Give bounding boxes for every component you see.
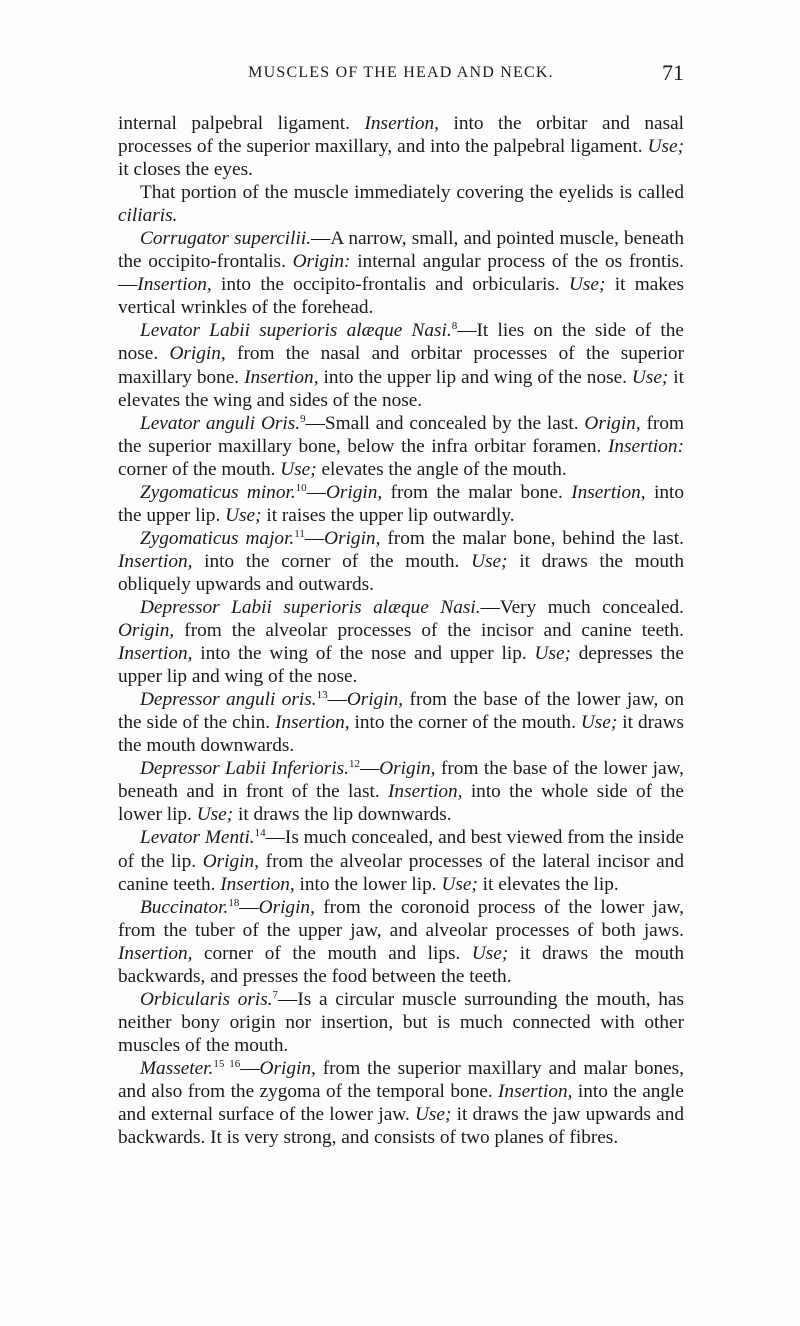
- italic-text: Origin,: [379, 758, 436, 780]
- text-run: into the orbitar and nasal processes of the superior maxillary, and into the palpebral ligament.: [118, 113, 684, 158]
- text-run: from the base of the lower jaw, on the side of the chin.: [118, 689, 684, 734]
- italic-text: Insertion,: [571, 481, 646, 503]
- text-run: —Very much concealed.: [480, 596, 684, 618]
- italic-text: Use;: [414, 1104, 452, 1126]
- italic-text: ciliaris.: [118, 205, 178, 227]
- italic-text: Use;: [647, 136, 684, 158]
- italic-text: Origin,: [202, 850, 259, 872]
- text-run: —: [240, 1057, 260, 1079]
- text-run: internal palpebral ligament.: [118, 113, 365, 134]
- text-run: —: [327, 689, 347, 711]
- paragraph: [118, 527, 684, 596]
- italic-text: Use;: [441, 873, 478, 895]
- italic-text: Origin,: [324, 527, 381, 549]
- text-run: depresses the upper lip and wing of the nose.: [118, 643, 684, 688]
- italic-text: Levator Menti.: [140, 827, 255, 849]
- paragraph: [118, 826, 684, 895]
- paragraph: [118, 688, 684, 757]
- text-run: into the upper lip and wing of the nose.: [318, 366, 632, 388]
- italic-text: Insertion,: [244, 366, 319, 388]
- running-head: MUSCLES OF THE HEAD AND NECK.: [248, 64, 554, 81]
- italic-text: Insertion:: [607, 435, 684, 457]
- text-run: That portion of the muscle immediately covering the eyelids is called: [140, 182, 684, 204]
- paragraph: [118, 112, 684, 181]
- italic-text: Origin,: [259, 1057, 316, 1079]
- italic-text: Zygomaticus minor.: [140, 481, 296, 503]
- text-run: corner of the mouth.: [118, 458, 281, 480]
- text-run: from the nasal and orbitar processes of the superior maxillary bone.: [118, 343, 684, 388]
- italic-text: Use;: [196, 804, 234, 826]
- text-run: into the corner of the mouth.: [349, 712, 581, 734]
- footnote-reference: 14: [254, 827, 266, 840]
- paragraph: [118, 757, 684, 826]
- text-run: —: [304, 527, 325, 549]
- italic-text: Origin,: [169, 343, 226, 365]
- text-run: into the lower lip.: [294, 873, 442, 895]
- paragraph: [118, 319, 684, 411]
- text-run: —It lies on the side of the nose.: [118, 320, 684, 365]
- paragraph: [118, 227, 684, 319]
- italic-text: Depressor Labii superioris alæque Nasi.: [140, 596, 481, 618]
- paragraph: [118, 181, 684, 227]
- text-run: from the alveolar processes of the incisor and canine teeth.: [174, 620, 684, 642]
- text-run: it makes vertical wrinkles of the forehead.: [118, 274, 684, 319]
- italic-text: Origin,: [118, 620, 175, 642]
- italic-text: Insertion,: [137, 274, 212, 296]
- text-run: —: [239, 896, 259, 918]
- italic-text: Insertion,: [275, 712, 350, 734]
- text-run: it elevates the wing and sides of the nose.: [118, 366, 684, 411]
- footnote-reference: 9: [300, 412, 306, 425]
- italic-text: Masseter.: [140, 1057, 214, 1079]
- italic-text: Use;: [580, 712, 618, 734]
- italic-text: Insertion,: [118, 643, 193, 665]
- text-run: —Is a circular muscle surrounding the mouth, has neither bony origin nor insertion, but is much connected with other muscles of the mouth.: [118, 988, 684, 1056]
- text-run: it draws the jaw upwards and backwards. It is very strong, and consists of two planes of fibres.: [118, 1104, 684, 1149]
- text-run: it draws the lip downwards.: [233, 804, 452, 826]
- body-text: [118, 112, 684, 1149]
- text-run: it elevates the lip.: [477, 873, 619, 895]
- italic-text: Use;: [225, 504, 262, 526]
- italic-text: Insertion,: [118, 550, 193, 572]
- italic-text: Use;: [280, 458, 317, 480]
- text-run: into the corner of the mouth.: [192, 550, 472, 572]
- footnote-reference: 8: [451, 320, 458, 333]
- text-run: it draws the mouth backwards, and presses the food between the teeth.: [118, 942, 684, 987]
- footnote-reference: 7: [272, 988, 279, 1001]
- text-run: from the malar bone, behind the last.: [380, 527, 684, 549]
- text-run: —: [359, 758, 380, 780]
- italic-text: Insertion,: [498, 1080, 573, 1102]
- paragraph: [118, 896, 684, 988]
- italic-text: Origin,: [346, 689, 404, 711]
- text-run: into the whole side of the lower lip.: [118, 781, 684, 826]
- paragraph: [118, 1057, 684, 1149]
- text-run: —A narrow, small, and pointed muscle, beneath the occipito-frontalis.: [118, 228, 684, 273]
- text-run: from the malar bone.: [382, 481, 572, 503]
- text-run: elevates the angle of the mouth.: [316, 458, 567, 480]
- paragraph: [118, 988, 684, 1057]
- text-run: from the base of the lower jaw, beneath and in front of the last.: [118, 758, 685, 803]
- text-run: it closes the eyes.: [118, 159, 253, 181]
- text-run: from the coronoid process of the lower jaw, from the tuber of the upper jaw, and alveolar processes of both jaws.: [118, 896, 684, 941]
- italic-text: Depressor anguli oris.: [140, 689, 317, 711]
- page-header: [118, 60, 684, 88]
- text-run: from the superior maxillary and malar bones, and also from the zygoma of the temporal bone.: [118, 1057, 684, 1102]
- text-run: into the angle and external surface of the lower jaw.: [118, 1080, 684, 1126]
- italic-text: Use;: [471, 550, 508, 572]
- italic-text: Insertion,: [220, 873, 295, 895]
- italic-text: Insertion,: [388, 781, 463, 803]
- italic-text: Levator Labii superioris alæque Nasi.: [140, 320, 452, 342]
- text-run: —Small and concealed by the last.: [305, 412, 585, 434]
- paragraph: [118, 481, 684, 527]
- italic-text: Insertion,: [364, 113, 439, 134]
- italic-text: Levator anguli Oris.: [140, 412, 301, 434]
- text-run: from the superior maxillary bone, below the infra orbitar foramen.: [118, 412, 684, 457]
- text-run: into the wing of the nose and upper lip.: [192, 643, 535, 665]
- text-run: corner of the mouth and lips.: [192, 942, 472, 964]
- italic-text: Origin,: [258, 896, 315, 918]
- text-run: it raises the upper lip outwardly.: [261, 504, 515, 526]
- paragraph: [118, 412, 684, 481]
- text-run: internal angular process of the os frontis.—: [118, 251, 684, 296]
- footnote-reference: 12: [348, 758, 360, 771]
- italic-text: Origin:: [292, 251, 351, 273]
- text-run: into the upper lip.: [118, 481, 684, 526]
- paragraph: [118, 596, 684, 688]
- text-run: into the occipito-frontalis and orbicularis.: [211, 274, 569, 296]
- page-number: 71: [662, 60, 684, 85]
- italic-text: Use;: [534, 643, 571, 665]
- text-run: from the alveolar processes of the lateral incisor and canine teeth.: [118, 850, 684, 895]
- italic-text: Origin,: [325, 481, 383, 503]
- italic-text: Origin,: [584, 412, 641, 434]
- text-run: it draws the mouth obliquely upwards and outwards.: [118, 550, 684, 595]
- italic-text: Use;: [471, 942, 509, 964]
- italic-text: Use;: [631, 366, 669, 388]
- italic-text: Depressor Labii Inferioris.: [140, 758, 349, 780]
- text-run: —Is much concealed, and best viewed from the inside of the lip.: [118, 827, 684, 872]
- italic-text: Orbicularis oris.: [140, 988, 273, 1010]
- text-run: —: [306, 481, 326, 503]
- italic-text: Use;: [569, 274, 606, 296]
- italic-text: Zygomaticus major.: [140, 527, 295, 549]
- text-run: it draws the mouth downwards.: [118, 712, 684, 757]
- italic-text: Buccinator.: [140, 896, 229, 918]
- footnote-reference: 11: [294, 527, 305, 540]
- italic-text: Insertion,: [118, 942, 193, 964]
- italic-text: Corrugator supercilii.: [140, 228, 312, 250]
- footnote-reference: 15 16: [213, 1057, 241, 1070]
- footnote-reference: 18: [228, 896, 240, 909]
- footnote-reference: 10: [295, 481, 307, 494]
- footnote-reference: 13: [316, 689, 328, 702]
